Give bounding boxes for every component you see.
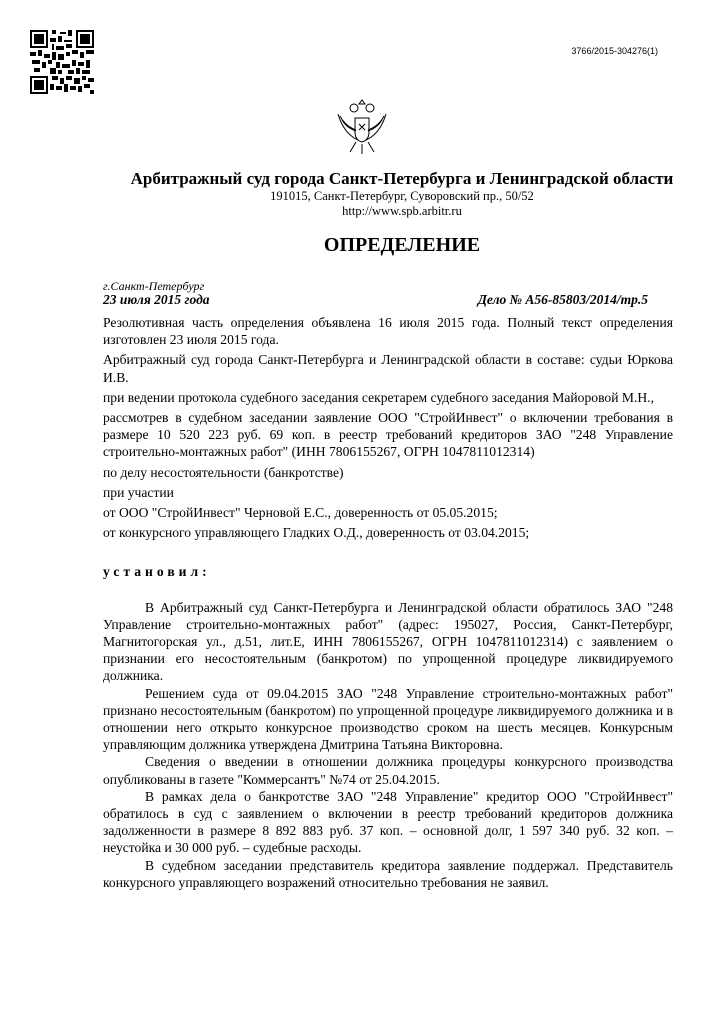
- body-paragraph: В судебном заседании представитель кредитора заявление поддержал. Представитель конкурсного управляющего возражений относительно требования не заявил.: [103, 857, 673, 890]
- body-paragraph: Решением суда от 09.04.2015 ЗАО "248 Управление строительно-монтажных работ" признано несостоятельным (банкротом) по упрощенной процедуре ликвидируемого должника и в отношении него открыто конкурсное производство сроком на шесть месяцев. Конкурсным управляющим должника утверждена Дмитрина Татьяна Викторовна.: [103, 685, 673, 753]
- qr-code: [30, 30, 94, 94]
- intro-paragraph: по делу несостоятельности (банкротстве): [103, 464, 344, 480]
- document-city: г.Санкт-Петербург: [103, 279, 205, 293]
- intro-paragraph: при ведении протокола судебного заседания секретарем судебного заседания Майоровой М.Н.,: [103, 389, 654, 405]
- intro-paragraph: от ООО "СтройИнвест" Черновой Е.С., доверенность от 05.05.2015;: [103, 505, 498, 521]
- intro-paragraph: Резолютивная часть определения объявлена 16 июля 2015 года. Полный текст определения изготовлен 23 июля 2015 года.: [103, 315, 673, 348]
- court-name: Арбитражный суд города Санкт-Петербурга и Ленинградской области: [130, 169, 674, 188]
- intro-paragraph: при участии: [103, 484, 174, 500]
- court-address: 191015, Санкт-Петербург, Суворовский пр., 50/52: [270, 189, 534, 203]
- intro-paragraph: от конкурсного управляющего Гладких О.Д., доверенность от 03.04.2015;: [103, 525, 530, 541]
- coat-of-arms-icon: [334, 96, 390, 158]
- document-text: [103, 314, 673, 891]
- body-paragraph: В Арбитражный суд Санкт-Петербурга и Ленинградской области обратилось ЗАО "248 Управление строительно-монтажных работ" (адрес: 195027, Россия, Санкт-Петербург, Магнитогорская ул., д.51, лит.Е, ИНН 7806155267, ОГРН 1047811012314) с заявлением о признании его несостоятельным (банкротом) по упрощенной процедуре ликвидируемого должника.: [103, 599, 673, 684]
- section-heading: установил:: [103, 564, 211, 580]
- case-number: Дело № А56-85803/2014/тр.5: [477, 292, 648, 307]
- body-paragraph: Сведения о введении в отношении должника процедуры конкурсного производства опубликованы в газете "Коммерсантъ" №74 от 25.04.2015.: [103, 754, 673, 787]
- document-date: 23 июля 2015 года: [103, 292, 210, 307]
- document-title: ОПРЕДЕЛЕНИЕ: [323, 234, 481, 256]
- intro-paragraph: рассмотрев в судебном заседании заявление ООО "СтройИнвест" о включении требования в размере 10 520 223 руб. 69 коп. в реестр требований кредиторов ЗАО "248 Управление строительно-монтажных работ" (ИНН 7806155267, ОГРН 1047811012314): [103, 410, 673, 460]
- intro-paragraph: Арбитражный суд города Санкт-Петербурга и Ленинградской области в составе: судьи Юркова И.В.: [103, 352, 673, 385]
- body-paragraph: В рамках дела о банкротстве ЗАО "248 Управление" кредитор ООО "СтройИнвест" обратилось в суд с заявлением о включении в реестр требований кредиторов должника задолженности в размере 8 892 883 руб. 37 коп. – основной долг, 1 597 340 руб. 32 коп. – неустойка и 30 000 руб. – судебные расходы.: [103, 788, 673, 856]
- court-url: http://www.spb.arbitr.ru: [342, 204, 462, 218]
- document-number: 3766/2015-304276(1): [571, 46, 658, 56]
